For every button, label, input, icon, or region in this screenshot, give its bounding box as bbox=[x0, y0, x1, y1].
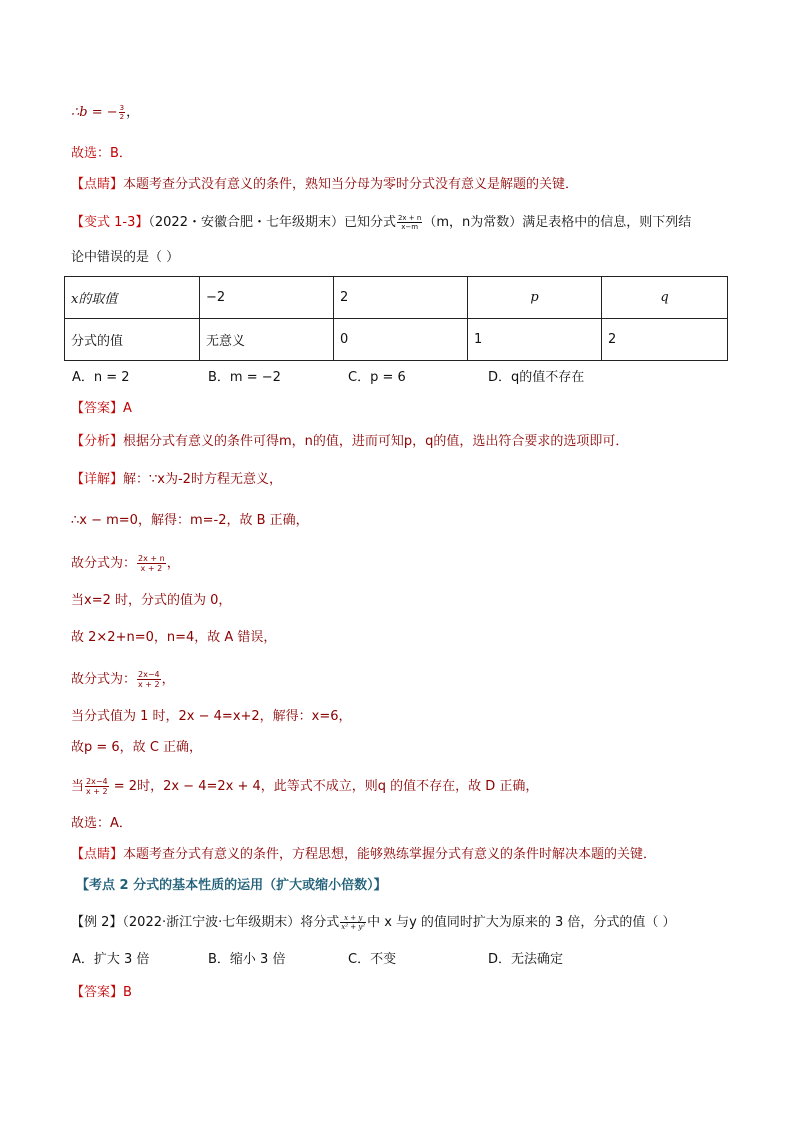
dianjing-1 bbox=[71, 176, 578, 194]
option-a: A．n = 2 bbox=[72, 370, 130, 385]
answer-tag: 【答案】 bbox=[71, 401, 124, 416]
step-2-suffix: ， bbox=[166, 556, 180, 571]
bianshi-source: （2022・安徽合肥・七年级期末）已知分式 bbox=[148, 215, 396, 230]
example-2-continuation: 中 x 与y 的值同时扩大为原来的 3 倍，分式的值（ ） bbox=[367, 915, 676, 930]
option-d: D．无法确定 bbox=[488, 952, 564, 967]
result-line-b bbox=[71, 104, 139, 122]
fraction-b-numerator: 3 bbox=[119, 104, 125, 112]
solution-step-6: 当分式值为 1 时，2x − 4=x+2，解得：x=6， bbox=[71, 709, 352, 724]
answer-2 bbox=[71, 984, 132, 1002]
step-2-prefix: 故分式为： bbox=[71, 556, 137, 571]
step-5-prefix: 故分式为： bbox=[71, 672, 137, 687]
answer-tag: 【答案】 bbox=[71, 985, 124, 1000]
dianjing-tag: 【点睛】 bbox=[71, 177, 124, 192]
solution-step-5 bbox=[71, 670, 175, 689]
dianjing-text: 本题考查分式有意义的条件，方程思想，能够熟练掌握分式有意义的条件时解决本题的关键． bbox=[123, 847, 657, 862]
example-2-question bbox=[71, 914, 676, 932]
solution-step-1: ∴x − m=0，解得：m=-2，故 B 正确， bbox=[71, 513, 309, 528]
step-8-suffix: = 2时，2x − 4=2x + 4，此等式不成立，则q 的值不存在，故 D 正确， bbox=[109, 779, 539, 794]
result-b-prefix: ∴b = − bbox=[71, 105, 118, 120]
solution-step-3: 当x=2 时，分式的值为 0， bbox=[71, 593, 232, 608]
table-cell: 1 bbox=[468, 319, 602, 361]
bianshi-question-line2: 论中错误的是（ ） bbox=[71, 250, 180, 265]
table-cell-text: x的取值 bbox=[71, 292, 118, 307]
answer-1 bbox=[71, 400, 132, 418]
dianjing-2 bbox=[71, 846, 656, 864]
solution-step-4: 故 2×2+n=0，n=4，故 A 错误， bbox=[71, 630, 277, 645]
step-5-denominator: x + 2 bbox=[138, 680, 160, 689]
solution-step-8 bbox=[71, 777, 538, 796]
step-8-prefix: 当 bbox=[71, 779, 85, 794]
solution-step-7: 故p = 6，故 C 正确， bbox=[71, 740, 203, 755]
table-cell: q bbox=[602, 277, 728, 319]
example-2-fraction bbox=[340, 914, 366, 931]
bianshi-fraction-denominator: x−m bbox=[401, 223, 419, 231]
example-2-source: （2022·浙江宁波·七年级期末）将分式 bbox=[122, 915, 340, 930]
table-cell bbox=[65, 277, 200, 319]
answer-value: B bbox=[123, 985, 132, 1000]
table-cell: 2 bbox=[334, 277, 468, 319]
answer-choice-2: 故选：A． bbox=[71, 816, 132, 831]
option-d: D．q的值不存在 bbox=[488, 370, 585, 385]
value-table bbox=[64, 276, 728, 361]
step-5-numerator: 2x−4 bbox=[138, 670, 160, 679]
section-heading-kaodian-2: 【考点 2 分式的基本性质的运用（扩大或缩小倍数）】 bbox=[76, 878, 387, 893]
bianshi-continuation: （m，n为常数）满足表格中的信息，则下列结 bbox=[423, 215, 692, 230]
fenxi-tag: 【分析】 bbox=[71, 434, 124, 449]
fraction-b bbox=[119, 104, 125, 121]
bianshi-fraction-numerator: 2x + n bbox=[397, 214, 422, 222]
table-cell: 2 bbox=[602, 319, 728, 361]
bianshi-tag: 【变式 1-3】 bbox=[71, 215, 149, 230]
option-a: A．扩大 3 倍 bbox=[72, 952, 150, 967]
bianshi-fraction bbox=[397, 214, 422, 231]
xiangjie-text: 解：∵x为-2时方程无意义， bbox=[123, 472, 282, 487]
result-b-suffix: ， bbox=[126, 105, 140, 120]
step-8-denominator: x + 2 bbox=[86, 787, 108, 796]
table-cell: 无意义 bbox=[200, 319, 334, 361]
step-2-denominator: x + 2 bbox=[140, 564, 163, 573]
example-2-tag: 【例 2】 bbox=[71, 915, 123, 930]
option-b: B．缩小 3 倍 bbox=[208, 952, 286, 967]
table-cell: −2 bbox=[200, 277, 334, 319]
option-c: C．p = 6 bbox=[348, 370, 406, 385]
table-cell: 0 bbox=[334, 319, 468, 361]
option-b: B．m = −2 bbox=[208, 370, 281, 385]
step-8-fraction bbox=[85, 777, 109, 796]
step-5-fraction bbox=[137, 670, 161, 689]
table-row bbox=[65, 277, 728, 319]
step-2-fraction bbox=[137, 554, 166, 573]
option-c: C．不变 bbox=[348, 952, 397, 967]
example-2-numerator: x + y bbox=[340, 914, 366, 923]
table-row bbox=[65, 319, 728, 361]
xiangjie-tag: 【详解】 bbox=[71, 472, 124, 487]
answer-choice-1: 故选：B． bbox=[71, 146, 132, 161]
step-2-numerator: 2x + n bbox=[138, 554, 165, 563]
fraction-b-denominator: 2 bbox=[119, 113, 125, 121]
bianshi-question bbox=[71, 214, 691, 232]
fenxi bbox=[71, 433, 628, 451]
dianjing-text: 本题考查分式没有意义的条件，熟知当分母为零时分式没有意义是解题的关键． bbox=[123, 177, 579, 192]
step-5-suffix: ， bbox=[161, 672, 175, 687]
table-cell: p bbox=[468, 277, 602, 319]
answer-value: A bbox=[123, 401, 132, 416]
table-cell: 分式的值 bbox=[65, 319, 200, 361]
fenxi-text: 根据分式有意义的条件可得m，n的值，进而可知p，q的值，选出符合要求的选项即可． bbox=[123, 434, 629, 449]
solution-step-2 bbox=[71, 554, 180, 573]
xiangjie bbox=[71, 471, 282, 489]
step-8-numerator: 2x−4 bbox=[86, 777, 108, 786]
dianjing-tag: 【点睛】 bbox=[71, 847, 124, 862]
example-2-denominator: x² + y² bbox=[341, 923, 366, 931]
